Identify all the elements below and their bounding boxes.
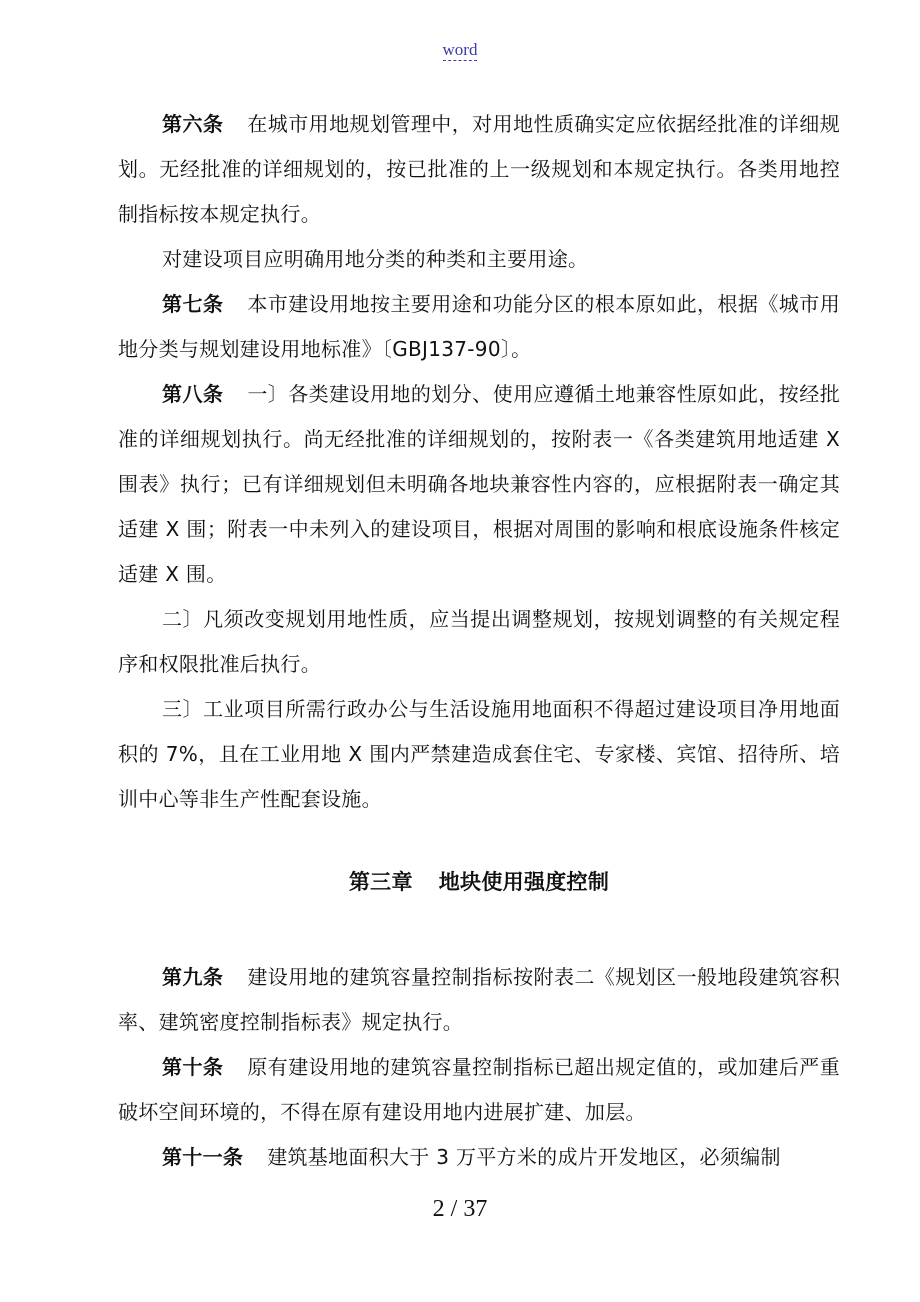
paragraph-text: 对建设项目应明确用地分类的种类和主要用途。 xyxy=(162,247,589,271)
paragraph-text: 二〕凡须改变规划用地性质，应当提出调整规划，按规划调整的有关规定程序和权限批准后执行。 xyxy=(118,607,840,676)
page-number: 2 / 37 xyxy=(432,1196,488,1222)
article-label: 第六条 xyxy=(162,112,224,136)
paragraph-article-10 xyxy=(118,1045,840,1135)
header-word-link[interactable] xyxy=(0,40,920,60)
chapter-heading xyxy=(118,860,840,905)
article-label: 第十一条 xyxy=(162,1145,244,1169)
section-articles-6-8 xyxy=(118,102,840,822)
paragraph-article-8 xyxy=(118,372,840,597)
paragraph-text: 本市建设用地按主要用途和功能分区的根本原如此，根据《城市用地分类与规划建设用地标准》〔GBJ137-90〕。 xyxy=(118,292,840,361)
paragraph-article-6 xyxy=(118,102,840,237)
paragraph-article-6-note xyxy=(118,237,840,282)
article-label: 第七条 xyxy=(162,292,224,316)
section-articles-9-11 xyxy=(118,955,840,1180)
paragraph-text: 建筑基地面积大于 3 万平方米的成片开发地区，必须编制 xyxy=(267,1145,781,1169)
paragraph-text: 三〕工业项目所需行政办公与生活设施用地面积不得超过建设项目净用地面积的 7%，且在工业用地 X 围内严禁建造成套住宅、专家楼、宾馆、招待所、培训中心等非生产性配套设施。 xyxy=(118,697,840,811)
header-link-text[interactable]: word xyxy=(442,40,478,59)
article-label: 第九条 xyxy=(162,965,224,989)
chapter-title: 地块使用强度控制 xyxy=(438,870,610,894)
paragraph-text: 在城市用地规划管理中，对用地性质确实定应依据经批准的详细规划。无经批准的详细规划的，按已批准的上一级规划和本规定执行。各类用地控制指标按本规定执行。 xyxy=(118,112,840,226)
paragraph-article-7 xyxy=(118,282,840,372)
paragraph-text: 原有建设用地的建筑容量控制指标已超出规定值的，或加建后严重破坏空间环境的，不得在原有建设用地内进展扩建、加层。 xyxy=(118,1055,840,1124)
paragraph-article-11 xyxy=(118,1135,840,1180)
chapter-number: 第三章 xyxy=(348,870,413,894)
paragraph-text: 一〕各类建设用地的划分、使用应遵循土地兼容性原如此，按经批准的详细规划执行。尚无经批准的详细规划的，按附表一《各类建筑用地适建 X 围表》执行；已有详细规划但未明确各地块兼容性内容的，应根据附表一确定其适建 X 围；附表一中未列入的建设项目，根据对周围的影响和根底设施条件核定适建 X 围。 xyxy=(118,382,840,586)
document-body xyxy=(118,102,840,1180)
article-label: 第八条 xyxy=(162,382,224,406)
article-label: 第十条 xyxy=(162,1055,224,1079)
paragraph-article-9 xyxy=(118,955,840,1045)
paragraph-text: 建设用地的建筑容量控制指标按附表二《规划区一般地段建筑容积率、建筑密度控制指标表》规定执行。 xyxy=(118,965,840,1034)
paragraph-article-8-item-2 xyxy=(118,597,840,687)
paragraph-article-8-item-3 xyxy=(118,687,840,822)
